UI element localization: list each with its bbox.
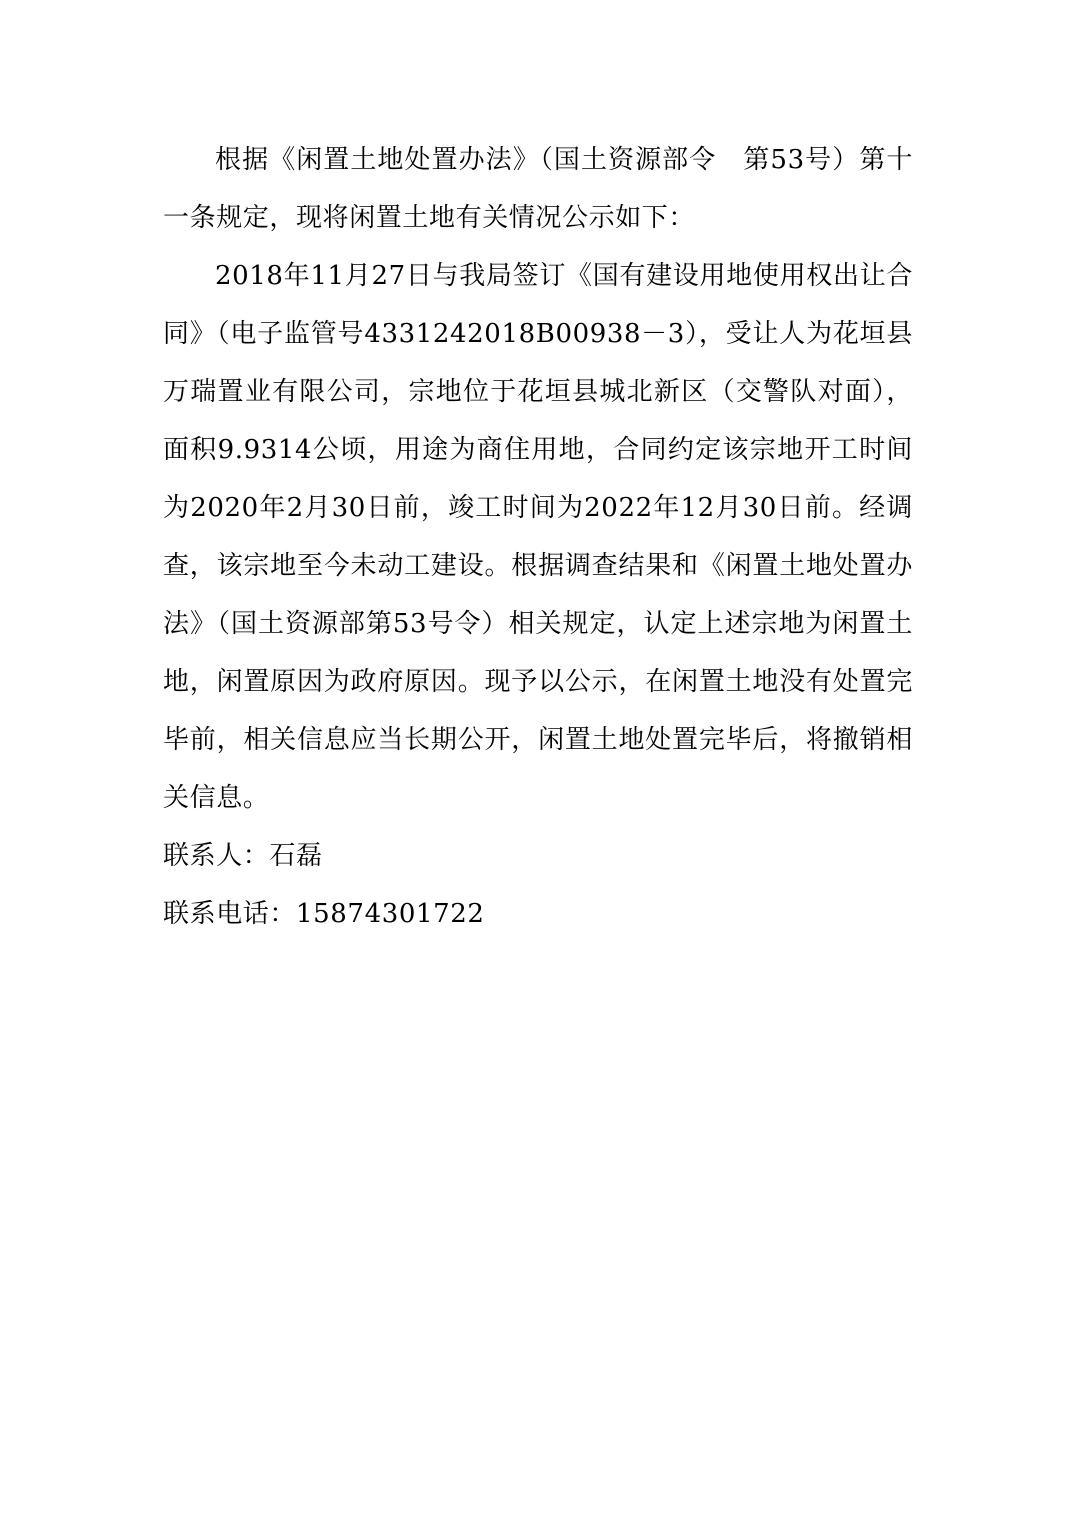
intro-paragraph: 根据《闲置土地处置办法》（国土资源部令 第53号）第十一条规定，现将闲置土地有关情况公示如下： — [163, 145, 913, 233]
document-body — [163, 131, 913, 943]
contact-phone: 联系电话：15874301722 — [163, 899, 485, 929]
details-paragraph: 2018年11月27日与我局签订《国有建设用地使用权出让合同》（电子监管号4331242018B00938－3），受让人为花垣县万瑞置业有限公司，宗地位于花垣县城北新区（交警队对面），面积9.9314公顷，用途为商住用地，合同约定该宗地开工时间为2020年2月30日前，竣工时间为2022年12月30日前。经调查，该宗地至今未动工建设。根据调查结果和《闲置土地处置办法》（国土资源部第53号令）相关规定，认定上述宗地为闲置土地，闲置原因为政府原因。现予以公示，在闲置土地没有处置完毕前，相关信息应当长期公开，闲置土地处置完毕后，将撤销相关信息。 — [163, 261, 913, 813]
contact-person: 联系人：石磊 — [163, 841, 323, 871]
